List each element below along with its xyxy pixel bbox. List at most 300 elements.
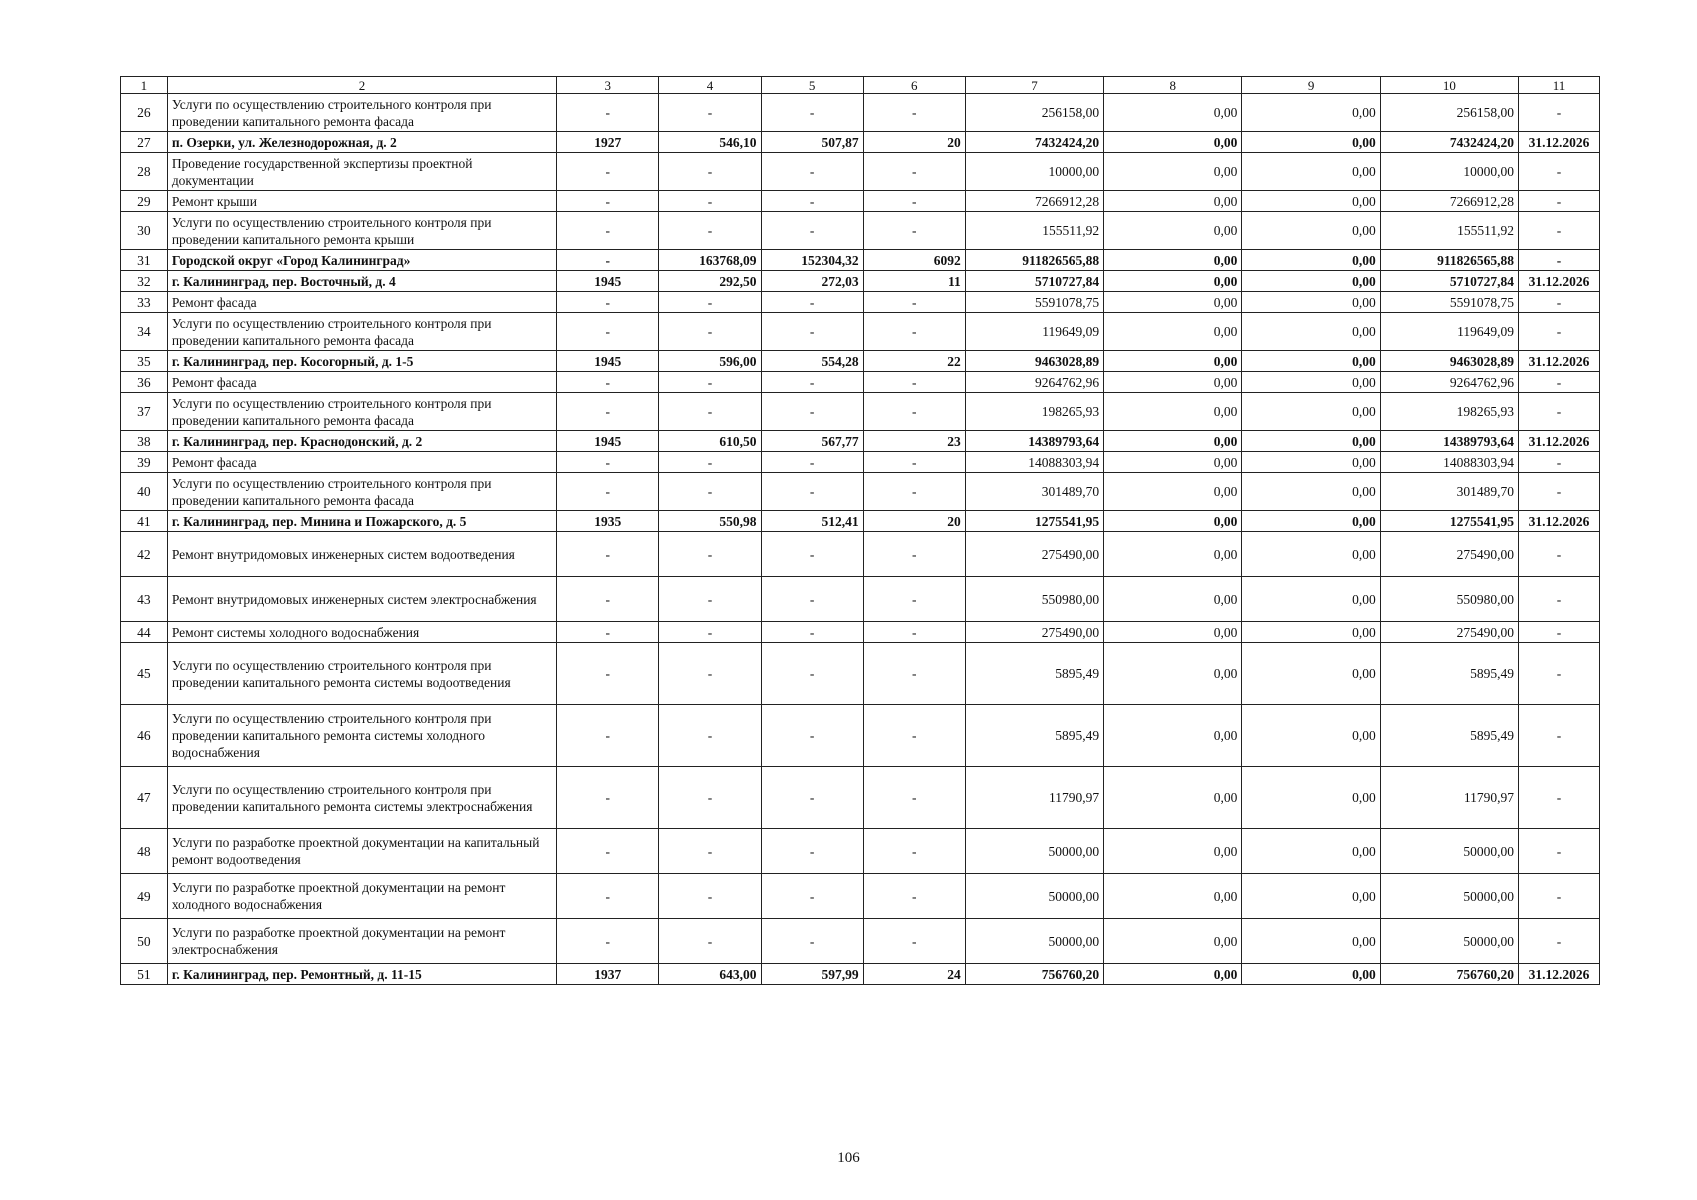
- row-number: 43: [121, 577, 168, 622]
- owner-funds: 198265,93: [1380, 393, 1518, 431]
- row-number: 38: [121, 431, 168, 452]
- row-number: 32: [121, 271, 168, 292]
- work-description: Ремонт внутридомовых инженерных систем электроснабжения: [167, 577, 556, 622]
- residents-count: 23: [863, 431, 965, 452]
- work-description: Проведение государственной экспертизы проектной документации: [167, 153, 556, 191]
- owner-funds: 50000,00: [1380, 829, 1518, 874]
- total-area: -: [659, 372, 761, 393]
- total-cost: 7432424,20: [965, 132, 1103, 153]
- total-area: -: [659, 532, 761, 577]
- regional-funds: 0,00: [1242, 372, 1380, 393]
- federal-funds: 0,00: [1104, 577, 1242, 622]
- build-year: -: [557, 473, 659, 511]
- row-number: 40: [121, 473, 168, 511]
- completion-date: -: [1519, 705, 1600, 767]
- row-number: 41: [121, 511, 168, 532]
- build-year: -: [557, 313, 659, 351]
- build-year: -: [557, 212, 659, 250]
- regional-funds: 0,00: [1242, 153, 1380, 191]
- owner-funds: 9463028,89: [1380, 351, 1518, 372]
- work-description: Услуги по осуществлению строительного контроля при проведении капитального ремонта системы электроснабжения: [167, 767, 556, 829]
- owner-funds: 256158,00: [1380, 94, 1518, 132]
- federal-funds: 0,00: [1104, 271, 1242, 292]
- total-area: -: [659, 212, 761, 250]
- total-cost: 50000,00: [965, 874, 1103, 919]
- row-number: 44: [121, 622, 168, 643]
- total-area: -: [659, 577, 761, 622]
- work-description: г. Калининград, пер. Краснодонский, д. 2: [167, 431, 556, 452]
- column-number: 2: [167, 77, 556, 94]
- owner-funds: 550980,00: [1380, 577, 1518, 622]
- row-number: 27: [121, 132, 168, 153]
- work-description: Ремонт фасада: [167, 372, 556, 393]
- completion-date: -: [1519, 250, 1600, 271]
- total-cost: 301489,70: [965, 473, 1103, 511]
- column-number: 7: [965, 77, 1103, 94]
- regional-funds: 0,00: [1242, 351, 1380, 372]
- residents-count: -: [863, 532, 965, 577]
- address-row: [121, 511, 1600, 532]
- work-description: Услуги по разработке проектной документации на ремонт холодного водоснабжения: [167, 874, 556, 919]
- total-area: -: [659, 473, 761, 511]
- living-area: -: [761, 874, 863, 919]
- owner-funds: 10000,00: [1380, 153, 1518, 191]
- column-number-row: [121, 77, 1600, 94]
- work-row: [121, 372, 1600, 393]
- address-row: [121, 132, 1600, 153]
- work-description: Услуги по осуществлению строительного контроля при проведении капитального ремонта фасада: [167, 94, 556, 132]
- total-area: -: [659, 393, 761, 431]
- build-year: -: [557, 919, 659, 964]
- work-description: Услуги по осуществлению строительного контроля при проведении капитального ремонта системы водоотведения: [167, 643, 556, 705]
- regional-funds: 0,00: [1242, 577, 1380, 622]
- living-area: -: [761, 705, 863, 767]
- residents-count: -: [863, 767, 965, 829]
- federal-funds: 0,00: [1104, 132, 1242, 153]
- total-area: -: [659, 153, 761, 191]
- build-year: 1937: [557, 964, 659, 985]
- federal-funds: 0,00: [1104, 452, 1242, 473]
- column-number: 4: [659, 77, 761, 94]
- column-number: 9: [1242, 77, 1380, 94]
- work-row: [121, 622, 1600, 643]
- completion-date: -: [1519, 372, 1600, 393]
- regional-funds: 0,00: [1242, 393, 1380, 431]
- residents-count: -: [863, 622, 965, 643]
- owner-funds: 301489,70: [1380, 473, 1518, 511]
- completion-date: -: [1519, 829, 1600, 874]
- work-description: Ремонт фасада: [167, 452, 556, 473]
- regional-funds: 0,00: [1242, 643, 1380, 705]
- living-area: -: [761, 212, 863, 250]
- work-row: [121, 153, 1600, 191]
- living-area: -: [761, 919, 863, 964]
- row-number: 37: [121, 393, 168, 431]
- living-area: -: [761, 622, 863, 643]
- work-description: Услуги по разработке проектной документации на капитальный ремонт водоотведения: [167, 829, 556, 874]
- build-year: 1927: [557, 132, 659, 153]
- capital-repair-table: [120, 76, 1600, 985]
- address-row: [121, 964, 1600, 985]
- work-row: [121, 874, 1600, 919]
- residents-count: 11: [863, 271, 965, 292]
- federal-funds: 0,00: [1104, 919, 1242, 964]
- completion-date: -: [1519, 767, 1600, 829]
- federal-funds: 0,00: [1104, 351, 1242, 372]
- regional-funds: 0,00: [1242, 705, 1380, 767]
- work-description: Ремонт крыши: [167, 191, 556, 212]
- total-cost: 10000,00: [965, 153, 1103, 191]
- residents-count: -: [863, 153, 965, 191]
- federal-funds: 0,00: [1104, 212, 1242, 250]
- completion-date: -: [1519, 622, 1600, 643]
- build-year: -: [557, 705, 659, 767]
- owner-funds: 275490,00: [1380, 532, 1518, 577]
- residents-count: -: [863, 577, 965, 622]
- row-number: 39: [121, 452, 168, 473]
- work-description: Ремонт фасада: [167, 292, 556, 313]
- residents-count: 20: [863, 511, 965, 532]
- total-cost: 14088303,94: [965, 452, 1103, 473]
- completion-date: -: [1519, 191, 1600, 212]
- owner-funds: 14088303,94: [1380, 452, 1518, 473]
- regional-funds: 0,00: [1242, 191, 1380, 212]
- build-year: -: [557, 767, 659, 829]
- residents-count: 24: [863, 964, 965, 985]
- residents-count: -: [863, 452, 965, 473]
- federal-funds: 0,00: [1104, 622, 1242, 643]
- total-area: -: [659, 829, 761, 874]
- work-description: Услуги по осуществлению строительного контроля при проведении капитального ремонта фасада: [167, 473, 556, 511]
- owner-funds: 5895,49: [1380, 643, 1518, 705]
- regional-funds: 0,00: [1242, 292, 1380, 313]
- total-area: -: [659, 313, 761, 351]
- federal-funds: 0,00: [1104, 643, 1242, 705]
- column-number: 1: [121, 77, 168, 94]
- regional-funds: 0,00: [1242, 473, 1380, 511]
- completion-date: 31.12.2026: [1519, 271, 1600, 292]
- completion-date: 31.12.2026: [1519, 511, 1600, 532]
- work-description: Услуги по осуществлению строительного контроля при проведении капитального ремонта крыши: [167, 212, 556, 250]
- completion-date: -: [1519, 874, 1600, 919]
- row-number: 49: [121, 874, 168, 919]
- total-area: 596,00: [659, 351, 761, 372]
- owner-funds: 50000,00: [1380, 874, 1518, 919]
- total-area: 163768,09: [659, 250, 761, 271]
- work-row: [121, 829, 1600, 874]
- total-cost: 256158,00: [965, 94, 1103, 132]
- total-cost: 5895,49: [965, 705, 1103, 767]
- living-area: 507,87: [761, 132, 863, 153]
- completion-date: -: [1519, 153, 1600, 191]
- work-row: [121, 393, 1600, 431]
- regional-funds: 0,00: [1242, 964, 1380, 985]
- work-description: п. Озерки, ул. Железнодорожная, д. 2: [167, 132, 556, 153]
- completion-date: -: [1519, 919, 1600, 964]
- completion-date: -: [1519, 643, 1600, 705]
- total-cost: 5591078,75: [965, 292, 1103, 313]
- build-year: -: [557, 191, 659, 212]
- total-area: -: [659, 705, 761, 767]
- work-description: Услуги по осуществлению строительного контроля при проведении капитального ремонта системы холодного водоснабжения: [167, 705, 556, 767]
- regional-funds: 0,00: [1242, 94, 1380, 132]
- residents-count: -: [863, 191, 965, 212]
- total-area: -: [659, 94, 761, 132]
- federal-funds: 0,00: [1104, 829, 1242, 874]
- build-year: -: [557, 292, 659, 313]
- living-area: -: [761, 532, 863, 577]
- work-description: г. Калининград, пер. Ремонтный, д. 11-15: [167, 964, 556, 985]
- work-description: Ремонт системы холодного водоснабжения: [167, 622, 556, 643]
- work-row: [121, 212, 1600, 250]
- total-cost: 11790,97: [965, 767, 1103, 829]
- row-number: 45: [121, 643, 168, 705]
- row-number: 34: [121, 313, 168, 351]
- row-number: 35: [121, 351, 168, 372]
- total-cost: 9463028,89: [965, 351, 1103, 372]
- owner-funds: 756760,20: [1380, 964, 1518, 985]
- build-year: -: [557, 622, 659, 643]
- work-description: г. Калининград, пер. Минина и Пожарского, д. 5: [167, 511, 556, 532]
- work-row: [121, 643, 1600, 705]
- regional-funds: 0,00: [1242, 313, 1380, 351]
- build-year: -: [557, 94, 659, 132]
- total-cost: 7266912,28: [965, 191, 1103, 212]
- total-area: 546,10: [659, 132, 761, 153]
- completion-date: 31.12.2026: [1519, 132, 1600, 153]
- work-description: Городской округ «Город Калининград»: [167, 250, 556, 271]
- build-year: 1945: [557, 271, 659, 292]
- column-number: 8: [1104, 77, 1242, 94]
- build-year: -: [557, 153, 659, 191]
- living-area: 512,41: [761, 511, 863, 532]
- total-cost: 275490,00: [965, 622, 1103, 643]
- owner-funds: 1275541,95: [1380, 511, 1518, 532]
- work-description: г. Калининград, пер. Восточный, д. 4: [167, 271, 556, 292]
- owner-funds: 155511,92: [1380, 212, 1518, 250]
- regional-funds: 0,00: [1242, 132, 1380, 153]
- completion-date: -: [1519, 473, 1600, 511]
- work-description: Ремонт внутридомовых инженерных систем водоотведения: [167, 532, 556, 577]
- build-year: -: [557, 452, 659, 473]
- residents-count: -: [863, 705, 965, 767]
- total-area: -: [659, 292, 761, 313]
- living-area: -: [761, 191, 863, 212]
- build-year: 1945: [557, 431, 659, 452]
- total-cost: 911826565,88: [965, 250, 1103, 271]
- residents-count: 22: [863, 351, 965, 372]
- completion-date: -: [1519, 393, 1600, 431]
- living-area: 272,03: [761, 271, 863, 292]
- total-cost: 550980,00: [965, 577, 1103, 622]
- owner-funds: 5591078,75: [1380, 292, 1518, 313]
- work-row: [121, 313, 1600, 351]
- owner-funds: 14389793,64: [1380, 431, 1518, 452]
- build-year: -: [557, 372, 659, 393]
- build-year: 1935: [557, 511, 659, 532]
- federal-funds: 0,00: [1104, 964, 1242, 985]
- federal-funds: 0,00: [1104, 191, 1242, 212]
- total-area: -: [659, 874, 761, 919]
- build-year: 1945: [557, 351, 659, 372]
- total-cost: 198265,93: [965, 393, 1103, 431]
- residents-count: -: [863, 292, 965, 313]
- living-area: -: [761, 292, 863, 313]
- row-number: 36: [121, 372, 168, 393]
- federal-funds: 0,00: [1104, 153, 1242, 191]
- total-cost: 1275541,95: [965, 511, 1103, 532]
- row-number: 47: [121, 767, 168, 829]
- owner-funds: 7266912,28: [1380, 191, 1518, 212]
- owner-funds: 50000,00: [1380, 919, 1518, 964]
- owner-funds: 5895,49: [1380, 705, 1518, 767]
- regional-funds: 0,00: [1242, 511, 1380, 532]
- completion-date: -: [1519, 532, 1600, 577]
- living-area: 567,77: [761, 431, 863, 452]
- column-number: 10: [1380, 77, 1518, 94]
- row-number: 42: [121, 532, 168, 577]
- address-row: [121, 431, 1600, 452]
- total-cost: 275490,00: [965, 532, 1103, 577]
- federal-funds: 0,00: [1104, 874, 1242, 919]
- living-area: -: [761, 577, 863, 622]
- living-area: -: [761, 643, 863, 705]
- total-cost: 5710727,84: [965, 271, 1103, 292]
- residents-count: -: [863, 643, 965, 705]
- living-area: -: [761, 94, 863, 132]
- work-row: [121, 919, 1600, 964]
- build-year: -: [557, 393, 659, 431]
- total-area: -: [659, 452, 761, 473]
- regional-funds: 0,00: [1242, 622, 1380, 643]
- residents-count: -: [863, 829, 965, 874]
- federal-funds: 0,00: [1104, 473, 1242, 511]
- row-number: 46: [121, 705, 168, 767]
- row-number: 51: [121, 964, 168, 985]
- owner-funds: 11790,97: [1380, 767, 1518, 829]
- owner-funds: 5710727,84: [1380, 271, 1518, 292]
- row-number: 48: [121, 829, 168, 874]
- regional-funds: 0,00: [1242, 874, 1380, 919]
- column-number: 6: [863, 77, 965, 94]
- total-area: -: [659, 191, 761, 212]
- completion-date: -: [1519, 313, 1600, 351]
- page-number: 106: [837, 1150, 860, 1166]
- residents-count: -: [863, 212, 965, 250]
- row-number: 33: [121, 292, 168, 313]
- completion-date: 31.12.2026: [1519, 431, 1600, 452]
- column-number: 11: [1519, 77, 1600, 94]
- living-area: -: [761, 767, 863, 829]
- build-year: -: [557, 643, 659, 705]
- total-area: -: [659, 622, 761, 643]
- row-number: 30: [121, 212, 168, 250]
- work-row: [121, 767, 1600, 829]
- owner-funds: 911826565,88: [1380, 250, 1518, 271]
- owner-funds: 119649,09: [1380, 313, 1518, 351]
- column-number: 3: [557, 77, 659, 94]
- work-row: [121, 705, 1600, 767]
- build-year: -: [557, 874, 659, 919]
- living-area: -: [761, 372, 863, 393]
- living-area: -: [761, 393, 863, 431]
- residents-count: -: [863, 919, 965, 964]
- total-area: 643,00: [659, 964, 761, 985]
- federal-funds: 0,00: [1104, 532, 1242, 577]
- work-row: [121, 452, 1600, 473]
- owner-funds: 275490,00: [1380, 622, 1518, 643]
- row-number: 31: [121, 250, 168, 271]
- work-description: Услуги по осуществлению строительного контроля при проведении капитального ремонта фасада: [167, 313, 556, 351]
- living-area: -: [761, 153, 863, 191]
- completion-date: -: [1519, 94, 1600, 132]
- row-number: 28: [121, 153, 168, 191]
- residents-count: -: [863, 393, 965, 431]
- living-area: 152304,32: [761, 250, 863, 271]
- total-cost: 756760,20: [965, 964, 1103, 985]
- federal-funds: 0,00: [1104, 393, 1242, 431]
- federal-funds: 0,00: [1104, 94, 1242, 132]
- living-area: 554,28: [761, 351, 863, 372]
- total-cost: 9264762,96: [965, 372, 1103, 393]
- completion-date: -: [1519, 212, 1600, 250]
- residents-count: 6092: [863, 250, 965, 271]
- total-area: 292,50: [659, 271, 761, 292]
- regional-funds: 0,00: [1242, 431, 1380, 452]
- row-number: 50: [121, 919, 168, 964]
- work-row: [121, 577, 1600, 622]
- total-cost: 155511,92: [965, 212, 1103, 250]
- regional-funds: 0,00: [1242, 767, 1380, 829]
- living-area: -: [761, 829, 863, 874]
- work-description: Услуги по разработке проектной документации на ремонт электроснабжения: [167, 919, 556, 964]
- build-year: -: [557, 829, 659, 874]
- work-description: Услуги по осуществлению строительного контроля при проведении капитального ремонта фасада: [167, 393, 556, 431]
- work-row: [121, 94, 1600, 132]
- federal-funds: 0,00: [1104, 431, 1242, 452]
- federal-funds: 0,00: [1104, 292, 1242, 313]
- federal-funds: 0,00: [1104, 250, 1242, 271]
- residents-count: -: [863, 874, 965, 919]
- column-number: 5: [761, 77, 863, 94]
- residents-count: -: [863, 372, 965, 393]
- federal-funds: 0,00: [1104, 705, 1242, 767]
- residents-count: -: [863, 94, 965, 132]
- work-row: [121, 191, 1600, 212]
- total-area: 610,50: [659, 431, 761, 452]
- total-cost: 14389793,64: [965, 431, 1103, 452]
- total-cost: 5895,49: [965, 643, 1103, 705]
- build-year: -: [557, 532, 659, 577]
- completion-date: -: [1519, 577, 1600, 622]
- living-area: -: [761, 313, 863, 351]
- federal-funds: 0,00: [1104, 313, 1242, 351]
- regional-funds: 0,00: [1242, 532, 1380, 577]
- address-row: [121, 250, 1600, 271]
- living-area: -: [761, 473, 863, 511]
- address-row: [121, 351, 1600, 372]
- work-description: г. Калининград, пер. Косогорный, д. 1-5: [167, 351, 556, 372]
- federal-funds: 0,00: [1104, 767, 1242, 829]
- completion-date: -: [1519, 452, 1600, 473]
- owner-funds: 7432424,20: [1380, 132, 1518, 153]
- row-number: 26: [121, 94, 168, 132]
- row-number: 29: [121, 191, 168, 212]
- total-cost: 50000,00: [965, 919, 1103, 964]
- build-year: -: [557, 577, 659, 622]
- regional-funds: 0,00: [1242, 829, 1380, 874]
- federal-funds: 0,00: [1104, 511, 1242, 532]
